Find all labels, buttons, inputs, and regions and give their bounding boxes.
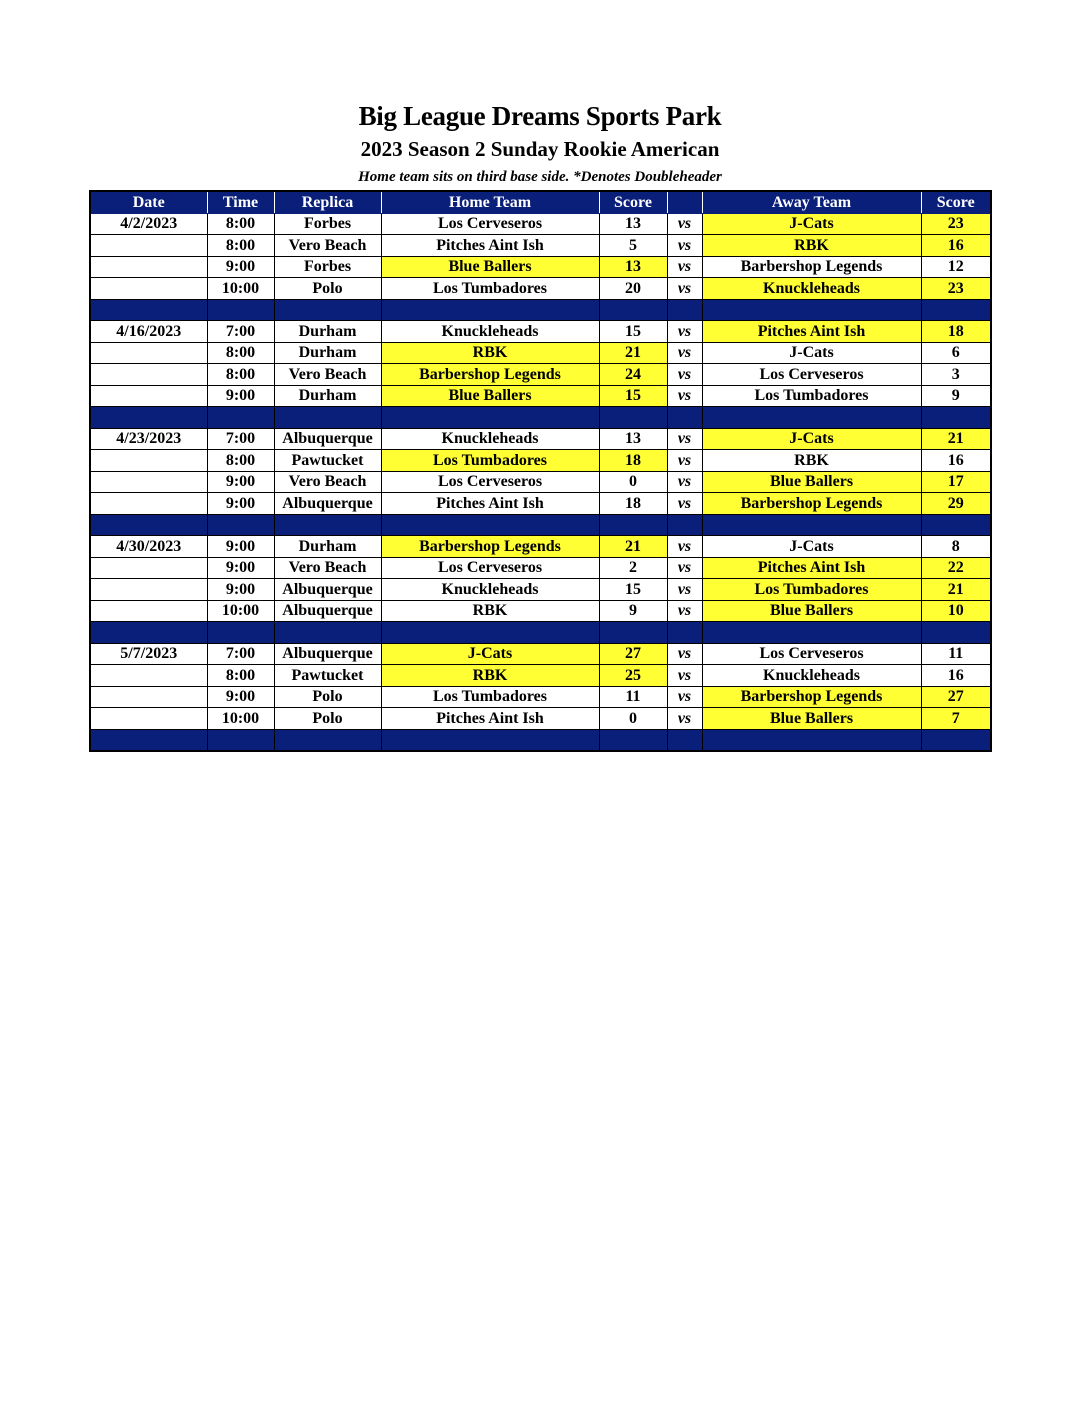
home-team-cell: Pitches Aint Ish	[381, 235, 599, 257]
away-team-cell: Blue Ballers	[702, 471, 921, 493]
date-cell: 4/23/2023	[90, 428, 207, 450]
replica-cell: Polo	[274, 708, 381, 730]
home-score-cell: 0	[599, 708, 667, 730]
table-row	[90, 536, 991, 558]
time-cell: 9:00	[207, 579, 274, 601]
home-team-cell: Los Tumbadores	[381, 278, 599, 300]
separator-cell	[90, 299, 207, 321]
date-cell	[90, 665, 207, 687]
away-score-cell: 23	[921, 213, 991, 235]
vs-cell: vs	[667, 643, 702, 665]
separator-cell	[381, 729, 599, 751]
column-header-time: Time	[207, 191, 274, 213]
vs-cell: vs	[667, 557, 702, 579]
time-cell: 9:00	[207, 385, 274, 407]
table-header-row	[90, 191, 991, 213]
column-header-date: Date	[90, 191, 207, 213]
separator-cell	[667, 514, 702, 536]
separator-cell	[599, 729, 667, 751]
home-team-cell: Pitches Aint Ish	[381, 708, 599, 730]
table-row	[90, 557, 991, 579]
date-cell	[90, 579, 207, 601]
replica-cell: Pawtucket	[274, 665, 381, 687]
separator-cell	[921, 299, 991, 321]
home-team-cell: Blue Ballers	[381, 385, 599, 407]
separator-cell	[921, 729, 991, 751]
home-team-cell: Los Cerveseros	[381, 213, 599, 235]
home-team-cell: RBK	[381, 665, 599, 687]
date-cell	[90, 342, 207, 364]
date-cell	[90, 708, 207, 730]
time-cell: 9:00	[207, 471, 274, 493]
vs-cell: vs	[667, 342, 702, 364]
vs-cell: vs	[667, 471, 702, 493]
away-team-cell: RBK	[702, 235, 921, 257]
table-row	[90, 213, 991, 235]
away-score-cell: 12	[921, 256, 991, 278]
vs-cell: vs	[667, 493, 702, 515]
separator-cell	[207, 729, 274, 751]
separator-cell	[90, 407, 207, 429]
date-cell	[90, 256, 207, 278]
home-team-cell: Blue Ballers	[381, 256, 599, 278]
table-row	[90, 428, 991, 450]
time-cell: 8:00	[207, 364, 274, 386]
away-score-cell: 16	[921, 665, 991, 687]
home-team-cell: Los Tumbadores	[381, 450, 599, 472]
table-row	[90, 471, 991, 493]
replica-cell: Vero Beach	[274, 471, 381, 493]
home-score-cell: 27	[599, 643, 667, 665]
date-cell	[90, 385, 207, 407]
separator-cell	[381, 622, 599, 644]
replica-cell: Albuquerque	[274, 600, 381, 622]
away-team-cell: Blue Ballers	[702, 600, 921, 622]
separator-cell	[667, 407, 702, 429]
column-header-home-team: Home Team	[381, 191, 599, 213]
separator-cell	[599, 514, 667, 536]
table-row	[90, 665, 991, 687]
date-cell	[90, 600, 207, 622]
vs-cell: vs	[667, 321, 702, 343]
vs-cell: vs	[667, 600, 702, 622]
column-header-away-score: Score	[921, 191, 991, 213]
table-row	[90, 493, 991, 515]
table-row	[90, 686, 991, 708]
replica-cell: Vero Beach	[274, 557, 381, 579]
home-team-cell: Los Cerveseros	[381, 557, 599, 579]
separator-cell	[90, 622, 207, 644]
separator-cell	[599, 299, 667, 321]
separator-cell	[702, 299, 921, 321]
home-score-cell: 13	[599, 213, 667, 235]
separator-cell	[381, 514, 599, 536]
separator-cell	[702, 622, 921, 644]
separator-cell	[702, 729, 921, 751]
vs-cell: vs	[667, 213, 702, 235]
home-score-cell: 0	[599, 471, 667, 493]
home-score-cell: 13	[599, 428, 667, 450]
separator-cell	[667, 299, 702, 321]
replica-cell: Forbes	[274, 213, 381, 235]
away-team-cell: Barbershop Legends	[702, 686, 921, 708]
home-score-cell: 21	[599, 342, 667, 364]
vs-cell: vs	[667, 686, 702, 708]
home-score-cell: 20	[599, 278, 667, 300]
table-row	[90, 579, 991, 601]
time-cell: 8:00	[207, 450, 274, 472]
home-score-cell: 24	[599, 364, 667, 386]
away-score-cell: 29	[921, 493, 991, 515]
replica-cell: Albuquerque	[274, 643, 381, 665]
table-row	[90, 278, 991, 300]
separator-cell	[702, 514, 921, 536]
separator-cell	[274, 299, 381, 321]
time-cell: 8:00	[207, 213, 274, 235]
vs-cell: vs	[667, 708, 702, 730]
separator-cell	[90, 729, 207, 751]
table-row	[90, 450, 991, 472]
column-header-away-team: Away Team	[702, 191, 921, 213]
table-row	[90, 643, 991, 665]
replica-cell: Albuquerque	[274, 493, 381, 515]
away-score-cell: 21	[921, 428, 991, 450]
separator-cell	[207, 622, 274, 644]
away-team-cell: Knuckleheads	[702, 278, 921, 300]
home-team-cell: Knuckleheads	[381, 428, 599, 450]
away-team-cell: Pitches Aint Ish	[702, 557, 921, 579]
home-score-cell: 18	[599, 450, 667, 472]
replica-cell: Polo	[274, 278, 381, 300]
home-team-cell: Knuckleheads	[381, 321, 599, 343]
away-score-cell: 11	[921, 643, 991, 665]
home-score-cell: 15	[599, 579, 667, 601]
date-cell: 4/2/2023	[90, 213, 207, 235]
replica-cell: Albuquerque	[274, 428, 381, 450]
date-cell	[90, 364, 207, 386]
away-score-cell: 21	[921, 579, 991, 601]
separator-cell	[207, 514, 274, 536]
vs-cell: vs	[667, 536, 702, 558]
time-cell: 9:00	[207, 493, 274, 515]
home-team-cell: J-Cats	[381, 643, 599, 665]
date-cell: 5/7/2023	[90, 643, 207, 665]
replica-cell: Durham	[274, 385, 381, 407]
time-cell: 8:00	[207, 235, 274, 257]
home-team-cell: Barbershop Legends	[381, 536, 599, 558]
vs-cell: vs	[667, 450, 702, 472]
table-row	[90, 708, 991, 730]
home-score-cell: 5	[599, 235, 667, 257]
vs-cell: vs	[667, 579, 702, 601]
date-cell	[90, 278, 207, 300]
vs-cell: vs	[667, 235, 702, 257]
away-team-cell: Knuckleheads	[702, 665, 921, 687]
away-team-cell: J-Cats	[702, 428, 921, 450]
away-score-cell: 22	[921, 557, 991, 579]
table-row	[90, 321, 991, 343]
away-score-cell: 23	[921, 278, 991, 300]
away-score-cell: 16	[921, 450, 991, 472]
time-cell: 7:00	[207, 428, 274, 450]
replica-cell: Polo	[274, 686, 381, 708]
replica-cell: Albuquerque	[274, 579, 381, 601]
away-score-cell: 7	[921, 708, 991, 730]
separator-cell	[381, 407, 599, 429]
time-cell: 7:00	[207, 643, 274, 665]
separator-cell	[667, 729, 702, 751]
date-cell	[90, 235, 207, 257]
away-team-cell: Blue Ballers	[702, 708, 921, 730]
away-score-cell: 17	[921, 471, 991, 493]
time-cell: 9:00	[207, 256, 274, 278]
home-team-cell: Pitches Aint Ish	[381, 493, 599, 515]
column-header-replica: Replica	[274, 191, 381, 213]
away-score-cell: 6	[921, 342, 991, 364]
vs-cell: vs	[667, 428, 702, 450]
home-score-cell: 9	[599, 600, 667, 622]
time-cell: 10:00	[207, 600, 274, 622]
away-team-cell: Pitches Aint Ish	[702, 321, 921, 343]
separator-cell	[599, 622, 667, 644]
schedule-note: Home team sits on third base side. *Denotes Doubleheader	[358, 169, 722, 185]
home-score-cell: 15	[599, 385, 667, 407]
replica-cell: Forbes	[274, 256, 381, 278]
date-cell	[90, 686, 207, 708]
week-separator-row	[90, 729, 991, 751]
time-cell: 7:00	[207, 321, 274, 343]
away-team-cell: J-Cats	[702, 213, 921, 235]
vs-cell: vs	[667, 364, 702, 386]
replica-cell: Vero Beach	[274, 364, 381, 386]
home-score-cell: 25	[599, 665, 667, 687]
time-cell: 9:00	[207, 536, 274, 558]
week-separator-row	[90, 299, 991, 321]
separator-cell	[599, 407, 667, 429]
time-cell: 10:00	[207, 708, 274, 730]
vs-cell: vs	[667, 278, 702, 300]
away-team-cell: Los Cerveseros	[702, 643, 921, 665]
table-row	[90, 385, 991, 407]
page-title: Big League Dreams Sports Park	[358, 101, 722, 131]
separator-cell	[921, 622, 991, 644]
vs-cell: vs	[667, 665, 702, 687]
date-cell	[90, 557, 207, 579]
home-team-cell: Barbershop Legends	[381, 364, 599, 386]
separator-cell	[921, 514, 991, 536]
replica-cell: Durham	[274, 321, 381, 343]
away-team-cell: Los Cerveseros	[702, 364, 921, 386]
replica-cell: Vero Beach	[274, 235, 381, 257]
time-cell: 8:00	[207, 342, 274, 364]
week-separator-row	[90, 514, 991, 536]
home-team-cell: RBK	[381, 342, 599, 364]
column-header-home-score: Score	[599, 191, 667, 213]
home-score-cell: 21	[599, 536, 667, 558]
separator-cell	[921, 407, 991, 429]
separator-cell	[381, 299, 599, 321]
separator-cell	[667, 622, 702, 644]
home-score-cell: 13	[599, 256, 667, 278]
separator-cell	[274, 407, 381, 429]
table-row	[90, 364, 991, 386]
column-header-vs	[667, 191, 702, 213]
away-score-cell: 3	[921, 364, 991, 386]
away-score-cell: 18	[921, 321, 991, 343]
week-separator-row	[90, 622, 991, 644]
away-team-cell: Barbershop Legends	[702, 493, 921, 515]
away-team-cell: Barbershop Legends	[702, 256, 921, 278]
away-score-cell: 9	[921, 385, 991, 407]
schedule-body	[90, 213, 991, 751]
time-cell: 10:00	[207, 278, 274, 300]
away-team-cell: RBK	[702, 450, 921, 472]
away-score-cell: 10	[921, 600, 991, 622]
home-score-cell: 2	[599, 557, 667, 579]
time-cell: 9:00	[207, 686, 274, 708]
home-team-cell: Los Tumbadores	[381, 686, 599, 708]
separator-cell	[274, 622, 381, 644]
away-score-cell: 8	[921, 536, 991, 558]
replica-cell: Pawtucket	[274, 450, 381, 472]
replica-cell: Durham	[274, 536, 381, 558]
page-subtitle: 2023 Season 2 Sunday Rookie American	[360, 137, 720, 161]
home-score-cell: 15	[599, 321, 667, 343]
home-team-cell: Knuckleheads	[381, 579, 599, 601]
time-cell: 9:00	[207, 557, 274, 579]
time-cell: 8:00	[207, 665, 274, 687]
away-score-cell: 27	[921, 686, 991, 708]
home-team-cell: Los Cerveseros	[381, 471, 599, 493]
home-score-cell: 18	[599, 493, 667, 515]
date-cell	[90, 493, 207, 515]
away-score-cell: 16	[921, 235, 991, 257]
away-team-cell: J-Cats	[702, 342, 921, 364]
replica-cell: Durham	[274, 342, 381, 364]
away-team-cell: Los Tumbadores	[702, 579, 921, 601]
table-row	[90, 256, 991, 278]
separator-cell	[274, 729, 381, 751]
table-row	[90, 235, 991, 257]
separator-cell	[274, 514, 381, 536]
date-cell: 4/16/2023	[90, 321, 207, 343]
away-team-cell: J-Cats	[702, 536, 921, 558]
vs-cell: vs	[667, 385, 702, 407]
table-row	[90, 342, 991, 364]
date-cell	[90, 450, 207, 472]
date-cell: 4/30/2023	[90, 536, 207, 558]
schedule-table	[89, 190, 992, 752]
separator-cell	[702, 407, 921, 429]
week-separator-row	[90, 407, 991, 429]
home-score-cell: 11	[599, 686, 667, 708]
home-team-cell: RBK	[381, 600, 599, 622]
separator-cell	[90, 514, 207, 536]
vs-cell: vs	[667, 256, 702, 278]
away-team-cell: Los Tumbadores	[702, 385, 921, 407]
separator-cell	[207, 407, 274, 429]
date-cell	[90, 471, 207, 493]
separator-cell	[207, 299, 274, 321]
table-row	[90, 600, 991, 622]
